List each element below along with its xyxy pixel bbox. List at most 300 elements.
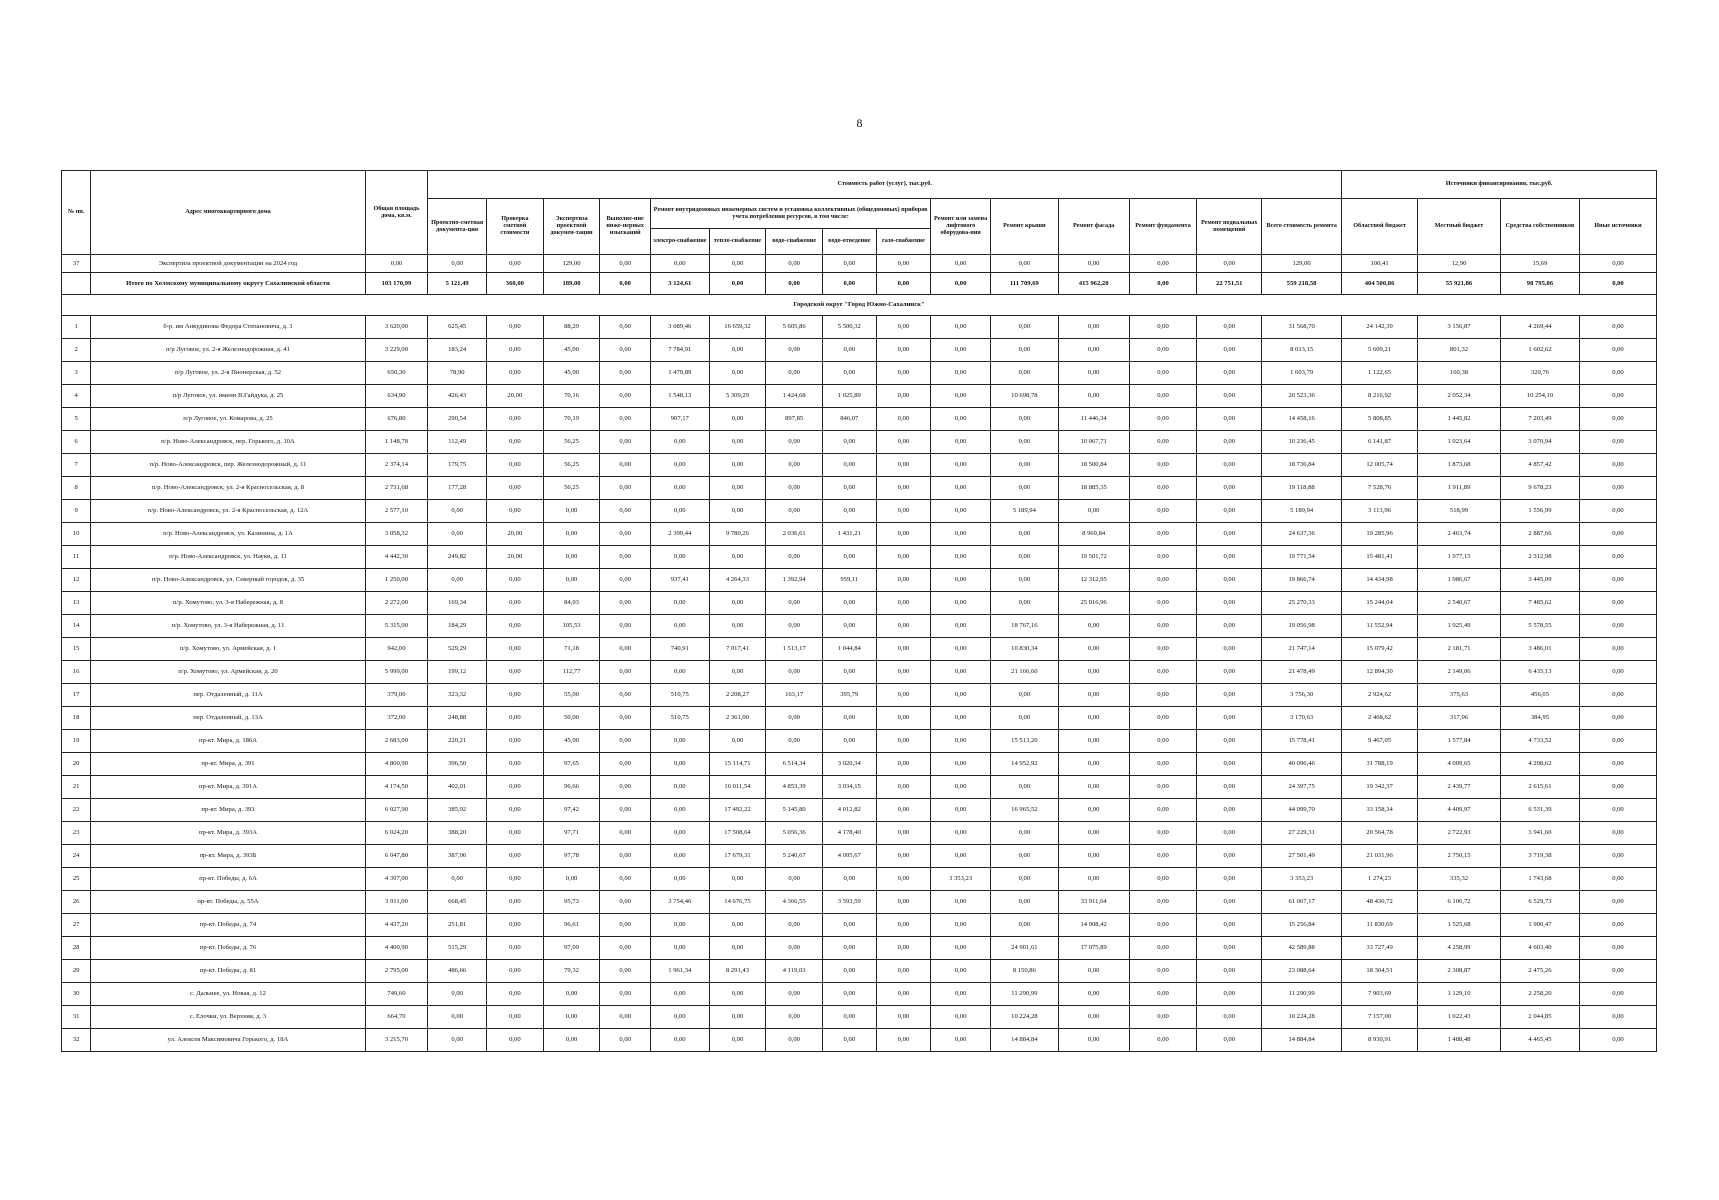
value-cell: 0,00 [487,454,544,477]
value-cell: 2 924,62 [1342,684,1418,707]
value-cell: 0,00 [876,868,931,891]
value-cell: 0,00 [1129,1006,1197,1029]
value-cell: 0,00 [1129,822,1197,845]
value-cell: 2 683,00 [365,730,428,753]
value-cell: 0,00 [487,500,544,523]
value-cell: 668,45 [428,891,487,914]
row-number-cell: 25 [62,868,91,891]
value-cell: 0,00 [1197,960,1262,983]
header-area: Общая площадь дома, кв.м. [365,171,428,255]
value-cell: 0,00 [709,661,766,684]
value-cell: 129,00 [543,255,600,273]
value-cell: 0,00 [1129,500,1197,523]
value-cell: 0,00 [822,730,876,753]
value-cell: 11 290,99 [1262,983,1342,1006]
table-row [62,983,1657,1006]
header-elevator: Ремонт или замена лифтового оборудова-ния [931,199,991,255]
value-cell: 2 615,61 [1500,776,1579,799]
value-cell: 486,66 [428,960,487,983]
value-cell: 0,00 [1579,753,1656,776]
address-cell: пр-кт. Мира, д. 391А [91,776,365,799]
value-cell: 529,29 [428,638,487,661]
value-cell: 27 501,49 [1262,845,1342,868]
value-cell: 0,00 [1129,523,1197,546]
value-cell: 0,00 [600,776,651,799]
value-cell: 2 181,71 [1418,638,1501,661]
value-cell: 11 830,69 [1342,914,1418,937]
value-cell: 0,00 [1129,546,1197,569]
value-cell: 0,00 [876,500,931,523]
row-number-cell: 2 [62,339,91,362]
value-cell: 0,00 [931,385,991,408]
value-cell: 0,00 [766,937,823,960]
value-cell: 0,00 [600,592,651,615]
value-cell: 1 424,68 [766,385,823,408]
value-cell: 0,00 [876,799,931,822]
value-cell: 0,00 [822,868,876,891]
value-cell: 21 478,49 [1262,661,1342,684]
value-cell: 0,00 [650,799,709,822]
value-cell: 0,00 [766,868,823,891]
value-cell: 0,00 [709,273,766,295]
value-cell: 6 027,90 [365,799,428,822]
value-cell: 0,00 [1579,339,1656,362]
value-cell: 2 361,00 [709,707,766,730]
value-cell: 10 067,71 [1058,431,1129,454]
value-cell: 0,00 [600,937,651,960]
value-cell: 942,00 [365,638,428,661]
value-cell: 15 778,41 [1262,730,1342,753]
value-cell: 0,00 [709,362,766,385]
value-cell: 0,00 [1197,707,1262,730]
value-cell: 0,00 [1579,868,1656,891]
value-cell: 0,00 [709,477,766,500]
value-cell: 0,00 [1058,730,1129,753]
value-cell: 18 885,35 [1058,477,1129,500]
value-cell: 11 446,34 [1058,408,1129,431]
value-cell: 0,00 [1579,316,1656,339]
value-cell: 249,82 [428,546,487,569]
value-cell: 0,00 [709,914,766,937]
value-cell: 937,41 [650,569,709,592]
value-cell: 3 070,94 [1500,431,1579,454]
value-cell: 1 392,94 [766,569,823,592]
header-heat: тепло-снабжение [709,229,766,255]
value-cell: 1 431,21 [822,523,876,546]
header-num: № пп. [62,171,91,255]
value-cell: 5 500,32 [822,316,876,339]
value-cell: 70,16 [543,385,600,408]
value-cell: 0,00 [487,684,544,707]
value-cell: 0,00 [822,273,876,295]
header-expertise: Экспертиза проектной докумен-тации [543,199,600,255]
value-cell: 7 017,41 [709,638,766,661]
value-cell: 12 312,95 [1058,569,1129,592]
value-cell: 5 609,21 [1342,339,1418,362]
value-cell: 4 269,44 [1500,316,1579,339]
header-roof: Ремонт крыши [990,199,1058,255]
value-cell: 2 750,15 [1418,845,1501,868]
value-cell: 0,00 [766,339,823,362]
value-cell: 0,00 [1579,592,1656,615]
table-row [62,1006,1657,1029]
row-number-cell: 16 [62,661,91,684]
address-cell: п/р. Ново-Александровск, ул. Северный городок, д. 35 [91,569,365,592]
value-cell: 0,00 [428,569,487,592]
value-cell: 0,00 [822,1006,876,1029]
value-cell: 0,00 [1579,273,1656,295]
value-cell: 0,00 [1579,937,1656,960]
value-cell: 112,49 [428,431,487,454]
value-cell: 56,25 [543,431,600,454]
value-cell: 0,00 [1129,753,1197,776]
value-cell: 0,00 [766,273,823,295]
value-cell: 0,00 [487,730,544,753]
value-cell: 0,00 [1579,707,1656,730]
header-address: Адрес многоквартирного дома [91,171,365,255]
value-cell: 0,00 [766,255,823,273]
value-cell: 10 698,78 [990,385,1058,408]
value-cell: 0,00 [650,615,709,638]
header-regional: Областной бюджет [1342,199,1418,255]
value-cell: 0,00 [709,937,766,960]
address-cell: Итого по Холмскому муниципальному округу Сахалинской области [91,273,365,295]
value-cell: 4 366,55 [766,891,823,914]
value-cell: 0,00 [709,592,766,615]
table-row [62,569,1657,592]
value-cell: 387,06 [428,845,487,868]
value-cell: 3 058,32 [365,523,428,546]
value-cell: 96,66 [543,776,600,799]
value-cell: 0,00 [650,776,709,799]
value-cell: 0,00 [543,500,600,523]
value-cell: 0,00 [1129,661,1197,684]
value-cell: 56,25 [543,477,600,500]
value-cell: 0,00 [487,983,544,1006]
value-cell: 3 170,63 [1262,707,1342,730]
value-cell: 98 795,86 [1500,273,1579,295]
value-cell: 1 250,00 [365,569,428,592]
value-cell: 0,00 [766,1029,823,1052]
value-cell: 1 743,68 [1500,868,1579,891]
value-cell: 4 409,97 [1418,799,1501,822]
value-cell: 0,00 [600,753,651,776]
row-number-cell: 30 [62,983,91,1006]
value-cell: 0,00 [931,983,991,1006]
value-cell: 0,00 [709,1029,766,1052]
value-cell: 1 548,13 [650,385,709,408]
value-cell: 510,75 [650,684,709,707]
value-cell: 14 952,92 [990,753,1058,776]
value-cell: 0,00 [931,730,991,753]
value-cell: 0,00 [931,1029,991,1052]
value-cell: 0,00 [876,316,931,339]
header-owners: Средства собственников [1500,199,1579,255]
value-cell: 0,00 [822,615,876,638]
header-estimate-check: Проверка сметной стоимости [487,199,544,255]
table-row [62,753,1657,776]
value-cell: 6 531,39 [1500,799,1579,822]
address-cell: п/р. Ново-Александровск, пер. Горького, д. 10А [91,431,365,454]
value-cell: 0,00 [1579,523,1656,546]
value-cell: 0,00 [876,431,931,454]
value-cell: 0,00 [1058,1006,1129,1029]
value-cell: 7 157,00 [1342,1006,1418,1029]
value-cell: 1 873,68 [1418,454,1501,477]
value-cell: 426,43 [428,385,487,408]
value-cell: 0,00 [1129,569,1197,592]
table-row [62,868,1657,891]
value-cell: 112,77 [543,661,600,684]
value-cell: 3 911,00 [365,891,428,914]
value-cell: 0,00 [487,868,544,891]
value-cell: 0,00 [822,937,876,960]
value-cell: 0,00 [766,1006,823,1029]
value-cell: 3 229,00 [365,339,428,362]
value-cell: 0,00 [931,822,991,845]
value-cell: 650,30 [365,362,428,385]
value-cell: 320,76 [1500,362,1579,385]
value-cell: 0,00 [709,546,766,569]
value-cell: 3 156,87 [1418,316,1501,339]
value-cell: 27 229,31 [1262,822,1342,845]
address-cell: пр-кт. Победы, д. 6А [91,868,365,891]
value-cell: 3 113,96 [1342,500,1418,523]
value-cell: 0,00 [1197,638,1262,661]
value-cell: 0,00 [487,615,544,638]
value-cell: 56,25 [543,454,600,477]
value-cell: 183,24 [428,339,487,362]
value-cell: 0,00 [766,362,823,385]
value-cell: 0,00 [650,431,709,454]
value-cell: 0,00 [766,615,823,638]
row-number-cell: 18 [62,707,91,730]
value-cell: 10 236,45 [1262,431,1342,454]
value-cell: 0,00 [428,523,487,546]
value-cell: 396,50 [428,753,487,776]
value-cell: 510,75 [650,707,709,730]
value-cell: 0,00 [876,730,931,753]
value-cell: 0,00 [709,615,766,638]
value-cell: 0,00 [1129,845,1197,868]
value-cell: 0,00 [600,845,651,868]
value-cell: 0,00 [1579,362,1656,385]
value-cell: 0,00 [990,822,1058,845]
value-cell: 129,00 [1262,255,1342,273]
value-cell: 375,63 [1418,684,1501,707]
value-cell: 0,00 [650,477,709,500]
value-cell: 0,00 [876,408,931,431]
value-cell: 456,05 [1500,684,1579,707]
value-cell: 0,00 [1129,638,1197,661]
value-cell: 0,00 [487,891,544,914]
header-electro: электро-снабжение [650,229,709,255]
address-cell: с. Елочки, ул. Верхняя, д. 3 [91,1006,365,1029]
value-cell: 21 747,14 [1262,638,1342,661]
value-cell: 14 884,84 [1262,1029,1342,1052]
value-cell: 160,38 [1418,362,1501,385]
value-cell: 0,00 [931,592,991,615]
value-cell: 0,00 [1058,316,1129,339]
address-cell: пер. Отдаленный, д. 13А [91,707,365,730]
value-cell: 3 020,34 [822,753,876,776]
address-cell: п/р. Ново-Александровск, ул. 2-я Красносельская, д. 8 [91,477,365,500]
value-cell: 2 795,00 [365,960,428,983]
value-cell: 0,00 [1197,454,1262,477]
value-cell: 395,79 [822,684,876,707]
address-cell: п/р Луговое, ул. Комарова, д. 25 [91,408,365,431]
value-cell: 0,00 [543,983,600,1006]
value-cell: 0,00 [1129,273,1197,295]
value-cell: 0,00 [876,339,931,362]
value-cell: 0,00 [990,684,1058,707]
value-cell: 0,00 [600,1006,651,1029]
value-cell: 3 353,23 [931,868,991,891]
value-cell: 0,00 [990,914,1058,937]
value-cell: 33 727,49 [1342,937,1418,960]
value-cell: 0,00 [1129,592,1197,615]
value-cell: 0,00 [1579,569,1656,592]
value-cell: 385,92 [428,799,487,822]
value-cell: 0,00 [650,937,709,960]
value-cell: 20,00 [487,546,544,569]
value-cell: 16 659,32 [709,316,766,339]
value-cell: 199,12 [428,661,487,684]
value-cell: 0,00 [709,408,766,431]
value-cell: 0,00 [1579,408,1656,431]
value-cell: 0,00 [1579,385,1656,408]
value-cell: 0,00 [1197,983,1262,1006]
value-cell: 0,00 [1058,1029,1129,1052]
value-cell: 2 577,10 [365,500,428,523]
value-cell: 25 016,96 [1058,592,1129,615]
value-cell: 0,00 [931,707,991,730]
value-cell: 3 620,00 [365,316,428,339]
value-cell: 0,00 [543,1029,600,1052]
table-row [62,638,1657,661]
value-cell: 2 036,61 [766,523,823,546]
value-cell: 0,00 [1579,799,1656,822]
value-cell: 14 908,42 [1058,914,1129,937]
value-cell: 0,00 [1129,799,1197,822]
value-cell: 15 513,20 [990,730,1058,753]
value-cell: 9 467,05 [1342,730,1418,753]
value-cell: 0,00 [1197,914,1262,937]
address-cell: п/р. Ново-Александровск, пер. Железнодорожный, д. 11 [91,454,365,477]
value-cell: 0,00 [766,983,823,1006]
value-cell: 0,00 [1197,546,1262,569]
table-row [62,615,1657,638]
value-cell: 24 397,75 [1262,776,1342,799]
row-number-cell: 7 [62,454,91,477]
value-cell: 0,00 [931,937,991,960]
value-cell: 0,00 [1129,868,1197,891]
value-cell: 0,00 [876,523,931,546]
value-cell: 0,00 [822,1029,876,1052]
value-cell: 0,00 [822,339,876,362]
value-cell: 1 925,49 [1418,615,1501,638]
value-cell: 0,00 [822,431,876,454]
value-cell: 0,00 [876,822,931,845]
value-cell: 5 605,86 [766,316,823,339]
value-cell: 0,00 [709,339,766,362]
value-cell: 0,00 [876,960,931,983]
value-cell: 1 044,84 [822,638,876,661]
value-cell: 0,00 [931,255,991,273]
value-cell: 79,32 [543,960,600,983]
value-cell: 0,00 [1058,753,1129,776]
value-cell: 0,00 [600,546,651,569]
value-cell: 97,09 [543,937,600,960]
value-cell: 0,00 [543,569,600,592]
value-cell: 20,00 [487,385,544,408]
value-cell: 0,00 [876,661,931,684]
value-cell: 71,18 [543,638,600,661]
value-cell: 0,00 [1129,684,1197,707]
row-number-cell: 3 [62,362,91,385]
value-cell: 515,29 [428,937,487,960]
value-cell: 0,00 [487,914,544,937]
value-cell: 0,00 [1129,937,1197,960]
value-cell: 0,00 [487,845,544,868]
header-design-docs: Проектно-сметная документа-ция [428,199,487,255]
address-cell: с. Дальнее, ул. Новая, д. 12 [91,983,365,1006]
value-cell: 335,32 [1418,868,1501,891]
value-cell: 0,00 [876,546,931,569]
value-cell: 0,00 [931,799,991,822]
value-cell: 5 240,67 [766,845,823,868]
row-number-cell: 5 [62,408,91,431]
value-cell: 372,00 [365,707,428,730]
value-cell: 0,00 [600,273,651,295]
value-cell: 70,19 [543,408,600,431]
value-cell: 0,00 [1579,477,1656,500]
value-cell: 12 894,30 [1342,661,1418,684]
value-cell: 0,00 [931,615,991,638]
value-cell: 290,54 [428,408,487,431]
value-cell: 0,00 [650,914,709,937]
value-cell: 16 965,52 [990,799,1058,822]
value-cell: 24 901,61 [990,937,1058,960]
value-cell: 0,00 [1579,730,1656,753]
value-cell: 3 593,59 [822,891,876,914]
value-cell: 0,00 [990,316,1058,339]
value-cell: 0,00 [600,891,651,914]
value-cell: 0,00 [365,255,428,273]
value-cell: 0,00 [1197,339,1262,362]
value-cell: 88,29 [543,316,600,339]
value-cell: 0,00 [487,1006,544,1029]
value-cell: 0,00 [931,273,991,295]
value-cell: 0,00 [600,799,651,822]
value-cell: 0,00 [876,684,931,707]
value-cell: 1 977,15 [1418,546,1501,569]
value-cell: 10 254,10 [1500,385,1579,408]
page-number: 8 [856,116,863,130]
value-cell: 1 602,62 [1500,339,1579,362]
value-cell: 559 218,58 [1262,273,1342,295]
value-cell: 0,00 [487,799,544,822]
address-cell: пр-кт. Мира, д. 186А [91,730,365,753]
value-cell: 25 270,33 [1262,592,1342,615]
value-cell: 0,00 [600,431,651,454]
value-cell: 17 492,22 [709,799,766,822]
value-cell: 0,00 [1579,546,1656,569]
value-cell: 0,00 [876,255,931,273]
table-row [62,454,1657,477]
value-cell: 184,29 [428,615,487,638]
value-cell: 0,00 [487,960,544,983]
